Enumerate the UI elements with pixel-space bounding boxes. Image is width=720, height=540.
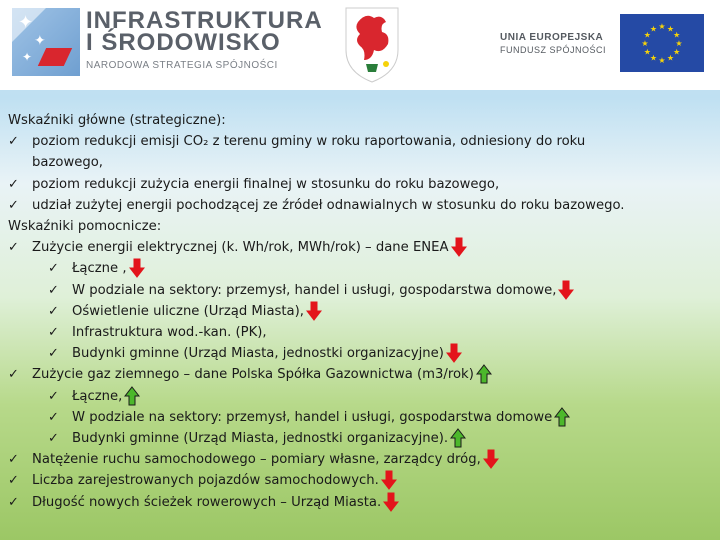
list-item-text: Budynki gminne (Urząd Miasta, jednostki organizacyjne)	[72, 346, 444, 362]
list-item	[8, 407, 714, 428]
eu-star-icon: ★	[673, 30, 681, 40]
arrow-down-icon	[451, 237, 467, 257]
eu-star-icon: ★	[641, 39, 649, 48]
list-item	[8, 131, 714, 152]
checkmark-icon: ✓	[48, 325, 59, 341]
list-item-text: udział zużytej energii pochodzącej ze źródeł odnawialnych w stosunku do roku bazowego.	[32, 197, 625, 213]
eu-star-icon: ★	[658, 22, 666, 31]
checkmark-icon: ✓	[8, 473, 19, 489]
list-item	[8, 110, 714, 131]
checkmark-icon: ✓	[48, 346, 59, 362]
checkmark-icon: ✓	[8, 367, 19, 383]
list-item	[8, 449, 714, 470]
logo-text	[86, 7, 323, 71]
list-item-text: Oświetlenie uliczne (Urząd Miasta),	[72, 303, 304, 319]
eu-caption-line2: FUNDUSZ SPÓJNOŚCI	[500, 45, 607, 55]
list-item-text: W podziale na sektory: przemysł, handel i usługi, gospodarstwa domowe	[72, 409, 553, 425]
checkmark-icon: ✓	[48, 409, 59, 425]
checkmark-icon: ✓	[8, 134, 19, 150]
list-item-text: W podziale na sektory: przemysł, handel i usługi, gospodarstwa domowe,	[72, 282, 557, 298]
arrow-down-icon	[381, 470, 397, 490]
eu-star-icon: ★	[673, 47, 681, 57]
list-item	[8, 237, 714, 258]
list-item	[8, 428, 714, 449]
arrow-down-icon	[129, 258, 145, 278]
list-item	[8, 174, 714, 195]
list-item	[8, 280, 714, 301]
list-item-text: bazowego,	[32, 155, 103, 171]
arrow-up-icon	[450, 428, 466, 448]
list-item-text: Łączne,	[72, 388, 123, 404]
arrow-up-icon	[124, 386, 140, 406]
logo-subtitle: NARODOWA STRATEGIA SPÓJNOŚCI	[86, 60, 278, 71]
checkmark-icon: ✓	[8, 452, 19, 468]
list-item	[8, 216, 714, 237]
list-item	[8, 364, 714, 385]
list-item-text: Wskaźniki pomocnicze:	[8, 219, 162, 235]
eu-star-icon: ★	[658, 56, 666, 65]
griffin-crest-icon	[340, 4, 404, 84]
infrastruktura-logo-icon: ✦ ✦ ✦	[12, 8, 80, 76]
checkmark-icon: ✓	[48, 303, 59, 319]
list-item	[8, 195, 714, 216]
list-item	[8, 152, 714, 173]
list-item-text: Zużycie gaz ziemnego – dane Polska Spółka Gazownictwa (m3/rok)	[32, 367, 474, 383]
eu-flag-icon	[620, 14, 704, 72]
eu-star-icon: ★	[666, 24, 675, 34]
list-item	[8, 470, 714, 491]
list-item-text: Długość nowych ścieżek rowerowych – Urząd Miasta.	[32, 494, 382, 510]
eu-star-icon: ★	[666, 53, 675, 63]
header-banner	[0, 0, 720, 90]
eu-star-icon: ★	[643, 30, 651, 40]
indicator-list	[8, 110, 714, 513]
list-item	[8, 386, 714, 407]
arrow-up-icon	[476, 364, 492, 384]
arrow-up-icon	[554, 407, 570, 427]
list-item-text: Natężenie ruchu samochodowego – pomiary własne, zarządcy dróg,	[32, 452, 481, 468]
checkmark-icon: ✓	[48, 261, 59, 277]
arrow-down-icon	[558, 280, 574, 300]
arrow-down-icon	[483, 449, 499, 469]
eu-star-icon: ★	[649, 24, 658, 34]
list-item-text: Wskaźniki główne (strategiczne):	[8, 113, 226, 128]
arrow-down-icon	[383, 492, 399, 512]
arrow-down-icon	[306, 301, 322, 321]
list-item	[8, 322, 714, 343]
checkmark-icon: ✓	[48, 282, 59, 298]
list-item-text: Łączne ,	[72, 261, 127, 277]
checkmark-icon: ✓	[48, 388, 59, 404]
arrow-down-icon	[446, 343, 462, 363]
list-item	[8, 343, 714, 364]
logo-title-line2: I ŚRODOWISKO	[86, 29, 281, 56]
eu-star-icon: ★	[675, 39, 683, 48]
list-item-text: poziom redukcji emisji CO₂ z terenu gminy w roku raportowania, odniesiony do roku	[32, 134, 586, 150]
checkmark-icon: ✓	[8, 176, 19, 192]
list-item	[8, 258, 714, 279]
eu-star-icon: ★	[649, 53, 658, 63]
checkmark-icon: ✓	[8, 240, 19, 256]
checkmark-icon: ✓	[48, 431, 59, 447]
list-item-text: poziom redukcji zużycia energii finalnej w stosunku do roku bazowego,	[32, 176, 500, 192]
list-item-text: Zużycie energii elektrycznej (k. Wh/rok, MWh/rok) – dane ENEA	[32, 240, 449, 256]
checkmark-icon: ✓	[8, 197, 19, 213]
list-item	[8, 492, 714, 513]
checkmark-icon: ✓	[8, 494, 19, 510]
list-item-text: Budynki gminne (Urząd Miasta, jednostki organizacyjne).	[72, 431, 449, 447]
list-item-text: Liczba zarejestrowanych pojazdów samochodowych.	[32, 473, 379, 489]
eu-caption-line1: UNIA EUROPEJSKA	[500, 32, 604, 43]
eu-caption	[500, 32, 606, 55]
eu-star-icon: ★	[643, 47, 651, 57]
logo-title-line1: INFRASTRUKTURA	[86, 7, 323, 34]
list-item	[8, 301, 714, 322]
list-item-text: Infrastruktura wod.-kan. (PK),	[72, 325, 267, 341]
